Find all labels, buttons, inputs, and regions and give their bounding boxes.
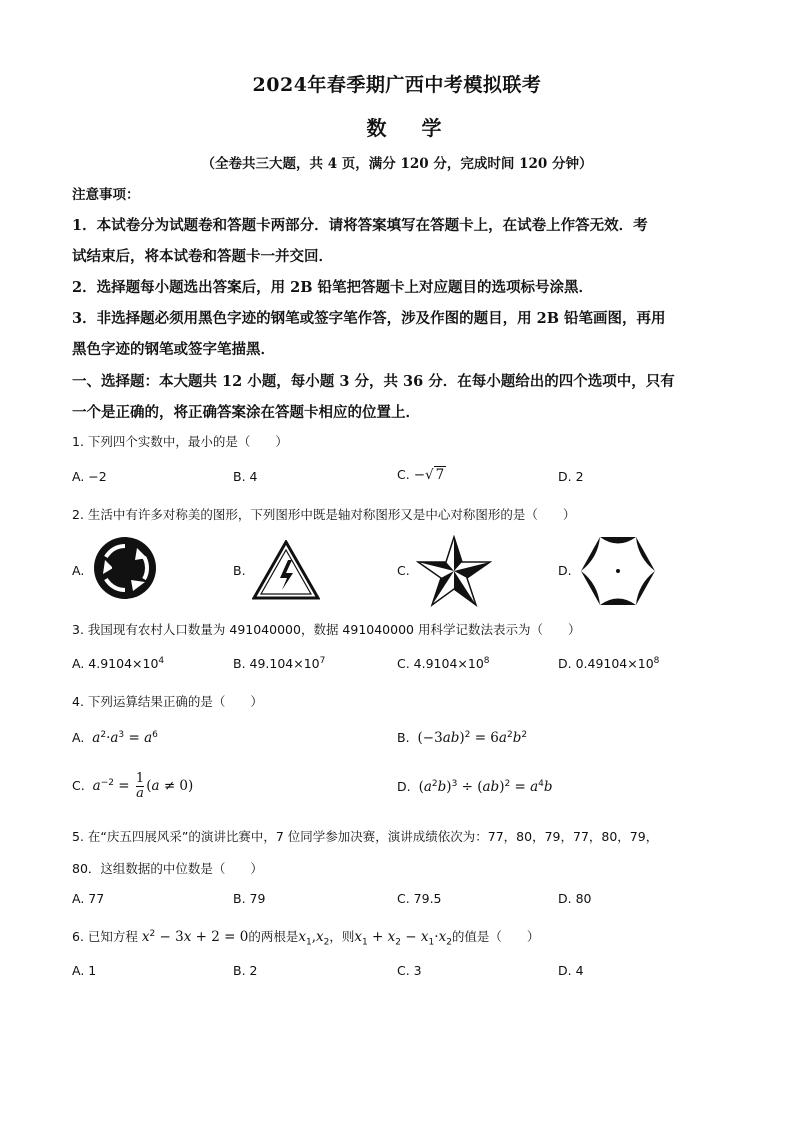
- q5-option-c: C. 79.5: [397, 891, 442, 906]
- note-3-line-1: 3．非选择题必须用黑色字迹的钢笔或签字笔作答，涉及作图的题目，用 2B 铅笔画图，再用: [72, 310, 666, 327]
- q6-option-c: C. 3: [397, 963, 422, 978]
- q4-option-a: A. $a^2\cdot a^3 = a^6$: [72, 730, 158, 747]
- q6-option-d: D. 4: [558, 963, 584, 978]
- warning-triangle-figure: [252, 540, 320, 600]
- q2-option-d: D.: [558, 563, 572, 578]
- q2-option-b: B.: [233, 563, 246, 578]
- q3-stem: 3. 我国现有农村人口数量为 491040000，数据 491040000 用科学记数法表示为（ ）: [72, 622, 581, 637]
- note-1-line-1: 1．本试卷分为试题卷和答题卡两部分．请将答案填写在答题卡上，在试卷上作答无效．考: [72, 217, 648, 234]
- q4-option-d: D. $(a^2b)^3 \div (ab)^2 = a^4b$: [397, 779, 553, 796]
- q2-option-a: A.: [72, 563, 85, 578]
- q5-stem-line-2: 80．这组数据的中位数是（ ）: [72, 861, 263, 876]
- exam-info: （全卷共三大题，共 4 页，满分 120 分，完成时间 120 分钟）: [201, 156, 593, 172]
- q3-option-d: D. $0.49104\times 10^8$: [558, 656, 660, 672]
- q1-stem: 1. 下列四个实数中，最小的是（ ）: [72, 434, 288, 449]
- note-1-line-2: 试结束后，将本试卷和答题卡一并交回．: [72, 248, 333, 265]
- recycle-circle-figure: [93, 536, 157, 600]
- q1-option-c: C. −√ 7: [397, 467, 445, 483]
- q1-option-a: A. −2: [72, 469, 107, 484]
- q1-option-b: B. 4: [233, 469, 258, 484]
- q1-option-c-sign: −: [413, 467, 425, 483]
- q4-option-c: C. $a^{-2}$ = $\frac{1}{a}$ (a ≠ 0): [72, 771, 194, 801]
- exam-title: 2024年春季期广西中考模拟联考: [252, 74, 542, 96]
- q2-option-c: C.: [397, 563, 410, 578]
- q4-stem: 4. 下列运算结果正确的是（ ）: [72, 694, 263, 709]
- q4-option-b: B. $(-3ab)^2 = 6a^2b^2$: [397, 730, 528, 747]
- hexagon-umbrella-figure: [580, 536, 656, 606]
- q6-option-b: B. 2: [233, 963, 258, 978]
- note-3-line-2: 黑色字迹的钢笔或签字笔描黑．: [72, 341, 275, 358]
- q2-stem: 2. 生活中有许多对称美的图形，下列图形中既是轴对称图形又是中心对称图形的是（ ）: [72, 507, 576, 522]
- q1-option-c-radicand: 7: [435, 467, 445, 483]
- q1-option-d: D. 2: [558, 469, 584, 484]
- section-1-line-1: 一、选择题：本大题共 12 小题，每小题 3 分，共 36 分．在每小题给出的四个选项中，只有: [72, 373, 675, 390]
- note-2: 2．选择题每小题选出答案后，用 2B 铅笔把答题卡上对应题目的选项标号涂黑．: [72, 279, 594, 296]
- q6-option-a: A. 1: [72, 963, 97, 978]
- q3-option-c: C. $4.9104\times 10^8$: [397, 656, 490, 672]
- q6-stem: 6. 已知方程 $x^2 - 3x + 2 = 0$的两根是$x_1,x_2$，则$x_1 + x_2 - x_1\cdot x_2$的值是（ ）: [72, 928, 540, 948]
- q3-option-b: B. $49.104\times 10^7$: [233, 656, 326, 672]
- notes-heading: 注意事项：: [72, 187, 140, 203]
- q3-option-a: A. $4.9104\times 10^4$: [72, 656, 165, 672]
- q5-option-b: B. 79: [233, 891, 266, 906]
- q5-stem-line-1: 5. 在“庆五四展风采”的演讲比赛中，7 位同学参加决赛，演讲成绩依次为：77，80，79，77，80，79，: [72, 829, 659, 844]
- q5-option-d: D. 80: [558, 891, 592, 906]
- q1-option-c-label: C.: [397, 467, 410, 482]
- section-1-line-2: 一个是正确的，将正确答案涂在答题卡相应的位置上．: [72, 404, 420, 421]
- q5-option-a: A. 77: [72, 891, 105, 906]
- subject-title: 数 学: [366, 116, 456, 140]
- star-figure: [416, 535, 492, 607]
